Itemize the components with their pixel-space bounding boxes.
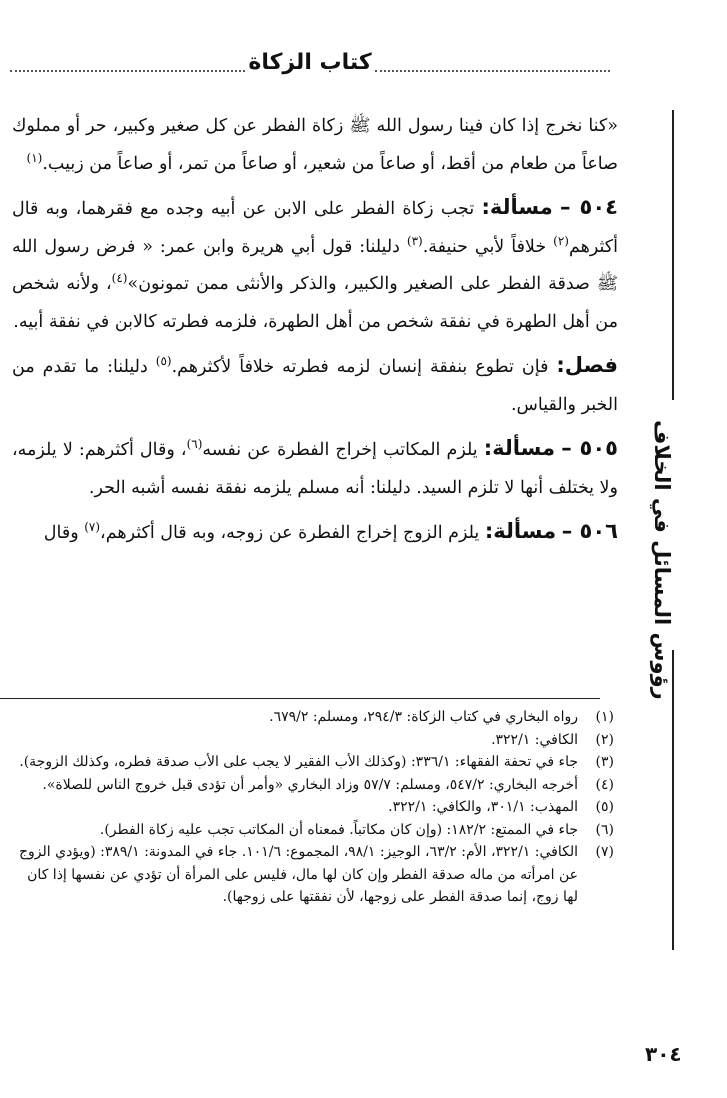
footnote-text: رواه البخاري في كتاب الزكاة: ٢٩٤/٣، ومسلم: ٦٧٩/٢.	[269, 709, 578, 725]
footnote-item	[12, 751, 614, 774]
footnote-number: (٤)	[595, 776, 614, 793]
side-rule-top	[672, 110, 674, 400]
fasl-paragraph	[12, 347, 618, 424]
fasl-text: دليلنا: ما تقدم من الخبر والقياس.	[12, 357, 618, 415]
issue-505	[12, 430, 618, 507]
side-rule-bottom	[672, 650, 674, 950]
issue-text: يلزم الزوج إخراج الفطرة عن زوجه، وبه قال أكثرهم،	[100, 523, 485, 543]
footnote-number: (٣)	[595, 754, 614, 770]
footnote-text: أخرجه البخاري: ٥٤٧/٢، ومسلم: ٥٧/٧ وزاد البخاري «وأمر أن تؤدى قبل خروج الناس للصلاة».	[42, 776, 578, 793]
footnote-number: (٧)	[595, 844, 614, 860]
issue-text: ، ولأنه شخص من أهل الطهرة في نفقة شخص من أهل الطهرة، فلزمه فطرته كالابن في نفقة أبيه.	[12, 274, 618, 332]
footnote-number: (٢)	[595, 731, 614, 748]
footnote-ref: (٧)	[84, 520, 101, 535]
hadith-paragraph	[12, 108, 618, 183]
fasl-label: فصل:	[556, 353, 618, 377]
footnote-ref: (٥)	[155, 354, 172, 369]
footnote-ref: (٢)	[553, 233, 569, 248]
footnote-number: (٦)	[595, 821, 614, 838]
issue-text: دليلنا: قول أبي هريرة وابن عمر: « فرض رسول الله ﷺ صدقة الفطر على الصغير والكبير، والذكر والأنثى ممن تمونون»	[12, 236, 618, 294]
issue-label: مسألة:	[484, 519, 557, 543]
issue-504	[12, 189, 618, 341]
book-title: رؤوس المسائل في الخلاف	[650, 420, 674, 700]
footnote-item	[12, 796, 614, 819]
side-running-title	[638, 110, 698, 1080]
issue-text: خلافاً لأبي حنيفة.	[422, 236, 554, 257]
fasl-text: فإن تطوع بنفقة إنسان لزمه فطرته خلافاً لأكثرهم.	[171, 357, 557, 377]
footnote-item	[12, 841, 614, 909]
issue-label: مسألة:	[483, 436, 556, 460]
footnote-text: الكافي: ٣٢٢/١.	[491, 731, 578, 748]
issue-text: ، وقال أكثرهم: لا يلزمه، ولا يختلف أنها لا تلزم السيد. دليلنا: أنه مسلم يلزمه نفقة نفسه أشبه الحر.	[12, 440, 618, 498]
footnote-divider	[0, 698, 600, 699]
footnote-text: الكافي: ٣٢٢/١، الأم: ٦٣/٢، الوجيز: ٩٨/١، المجموع: ١٠١/٦. جاء في المدونة: ٣٨٩/١: (ويؤدي الزوج عن امرأته من ماله صدقة الفطر وإن كان لها مال، فليس على المرأة أن تؤدي عن نفسها إذا كان لها زوج، إنما صدقة الفطر على زوجها، لأن نفقتها على زوجها).	[18, 844, 578, 905]
issue-text: يلزم المكاتب إخراج الفطرة عن نفسه	[202, 440, 484, 460]
chapter-title: كتاب الزكاة	[248, 50, 372, 75]
issue-text: وقال	[43, 523, 85, 543]
footnote-ref: (٦)	[186, 437, 203, 452]
footnote-item	[12, 819, 614, 842]
issue-number: ٥٠٤ –	[560, 195, 618, 219]
footnote-text: المهذب: ٣٠١/١، والكافي: ٣٢٢/١.	[388, 799, 578, 815]
issue-506	[12, 513, 618, 553]
issue-number: ٥٠٦ –	[561, 519, 618, 543]
footnote-number: (١)	[595, 709, 614, 725]
footnote-ref: (٣)	[406, 233, 423, 248]
issue-label: مسألة:	[481, 195, 553, 219]
footnote-ref: (١)	[26, 150, 43, 165]
header-rule-right	[375, 70, 610, 72]
footnote-ref: (٤)	[111, 271, 128, 286]
footnote-text: جاء في تحفة الفقهاء: ٣٣٦/١: (وكذلك الأب الفقير لا يجب على الأب صدقة فطره، وكذلك الزوجة).	[19, 754, 578, 770]
footnote-item	[12, 729, 614, 752]
page-number: ٣٠٤	[645, 1042, 682, 1066]
footnote-item	[12, 774, 614, 797]
footnotes	[12, 706, 614, 909]
main-text	[12, 108, 618, 553]
footnote-text: جاء في الممتع: ١٨٢/٢: (وإن كان مكاتباً. فمعناه أن المكاتب تجب عليه زكاة الفطر).	[99, 821, 578, 838]
issue-number: ٥٠٥ –	[561, 436, 618, 460]
running-header	[10, 50, 610, 84]
paragraph-text: «كنا نخرج إذا كان فينا رسول الله ﷺ زكاة الفطر عن كل صغير وكبير، حر أو مملوك صاعاً من طعام من أقط، أو صاعاً من شعير، أو صاعاً من تمر، أو صاعاً من زبيب.	[12, 116, 618, 174]
issue-text: تجب زكاة الفطر على الابن عن أبيه وجده مع فقرهما، وبه قال أكثرهم	[12, 199, 618, 257]
footnote-number: (٥)	[595, 799, 614, 815]
footnote-item	[12, 706, 614, 729]
